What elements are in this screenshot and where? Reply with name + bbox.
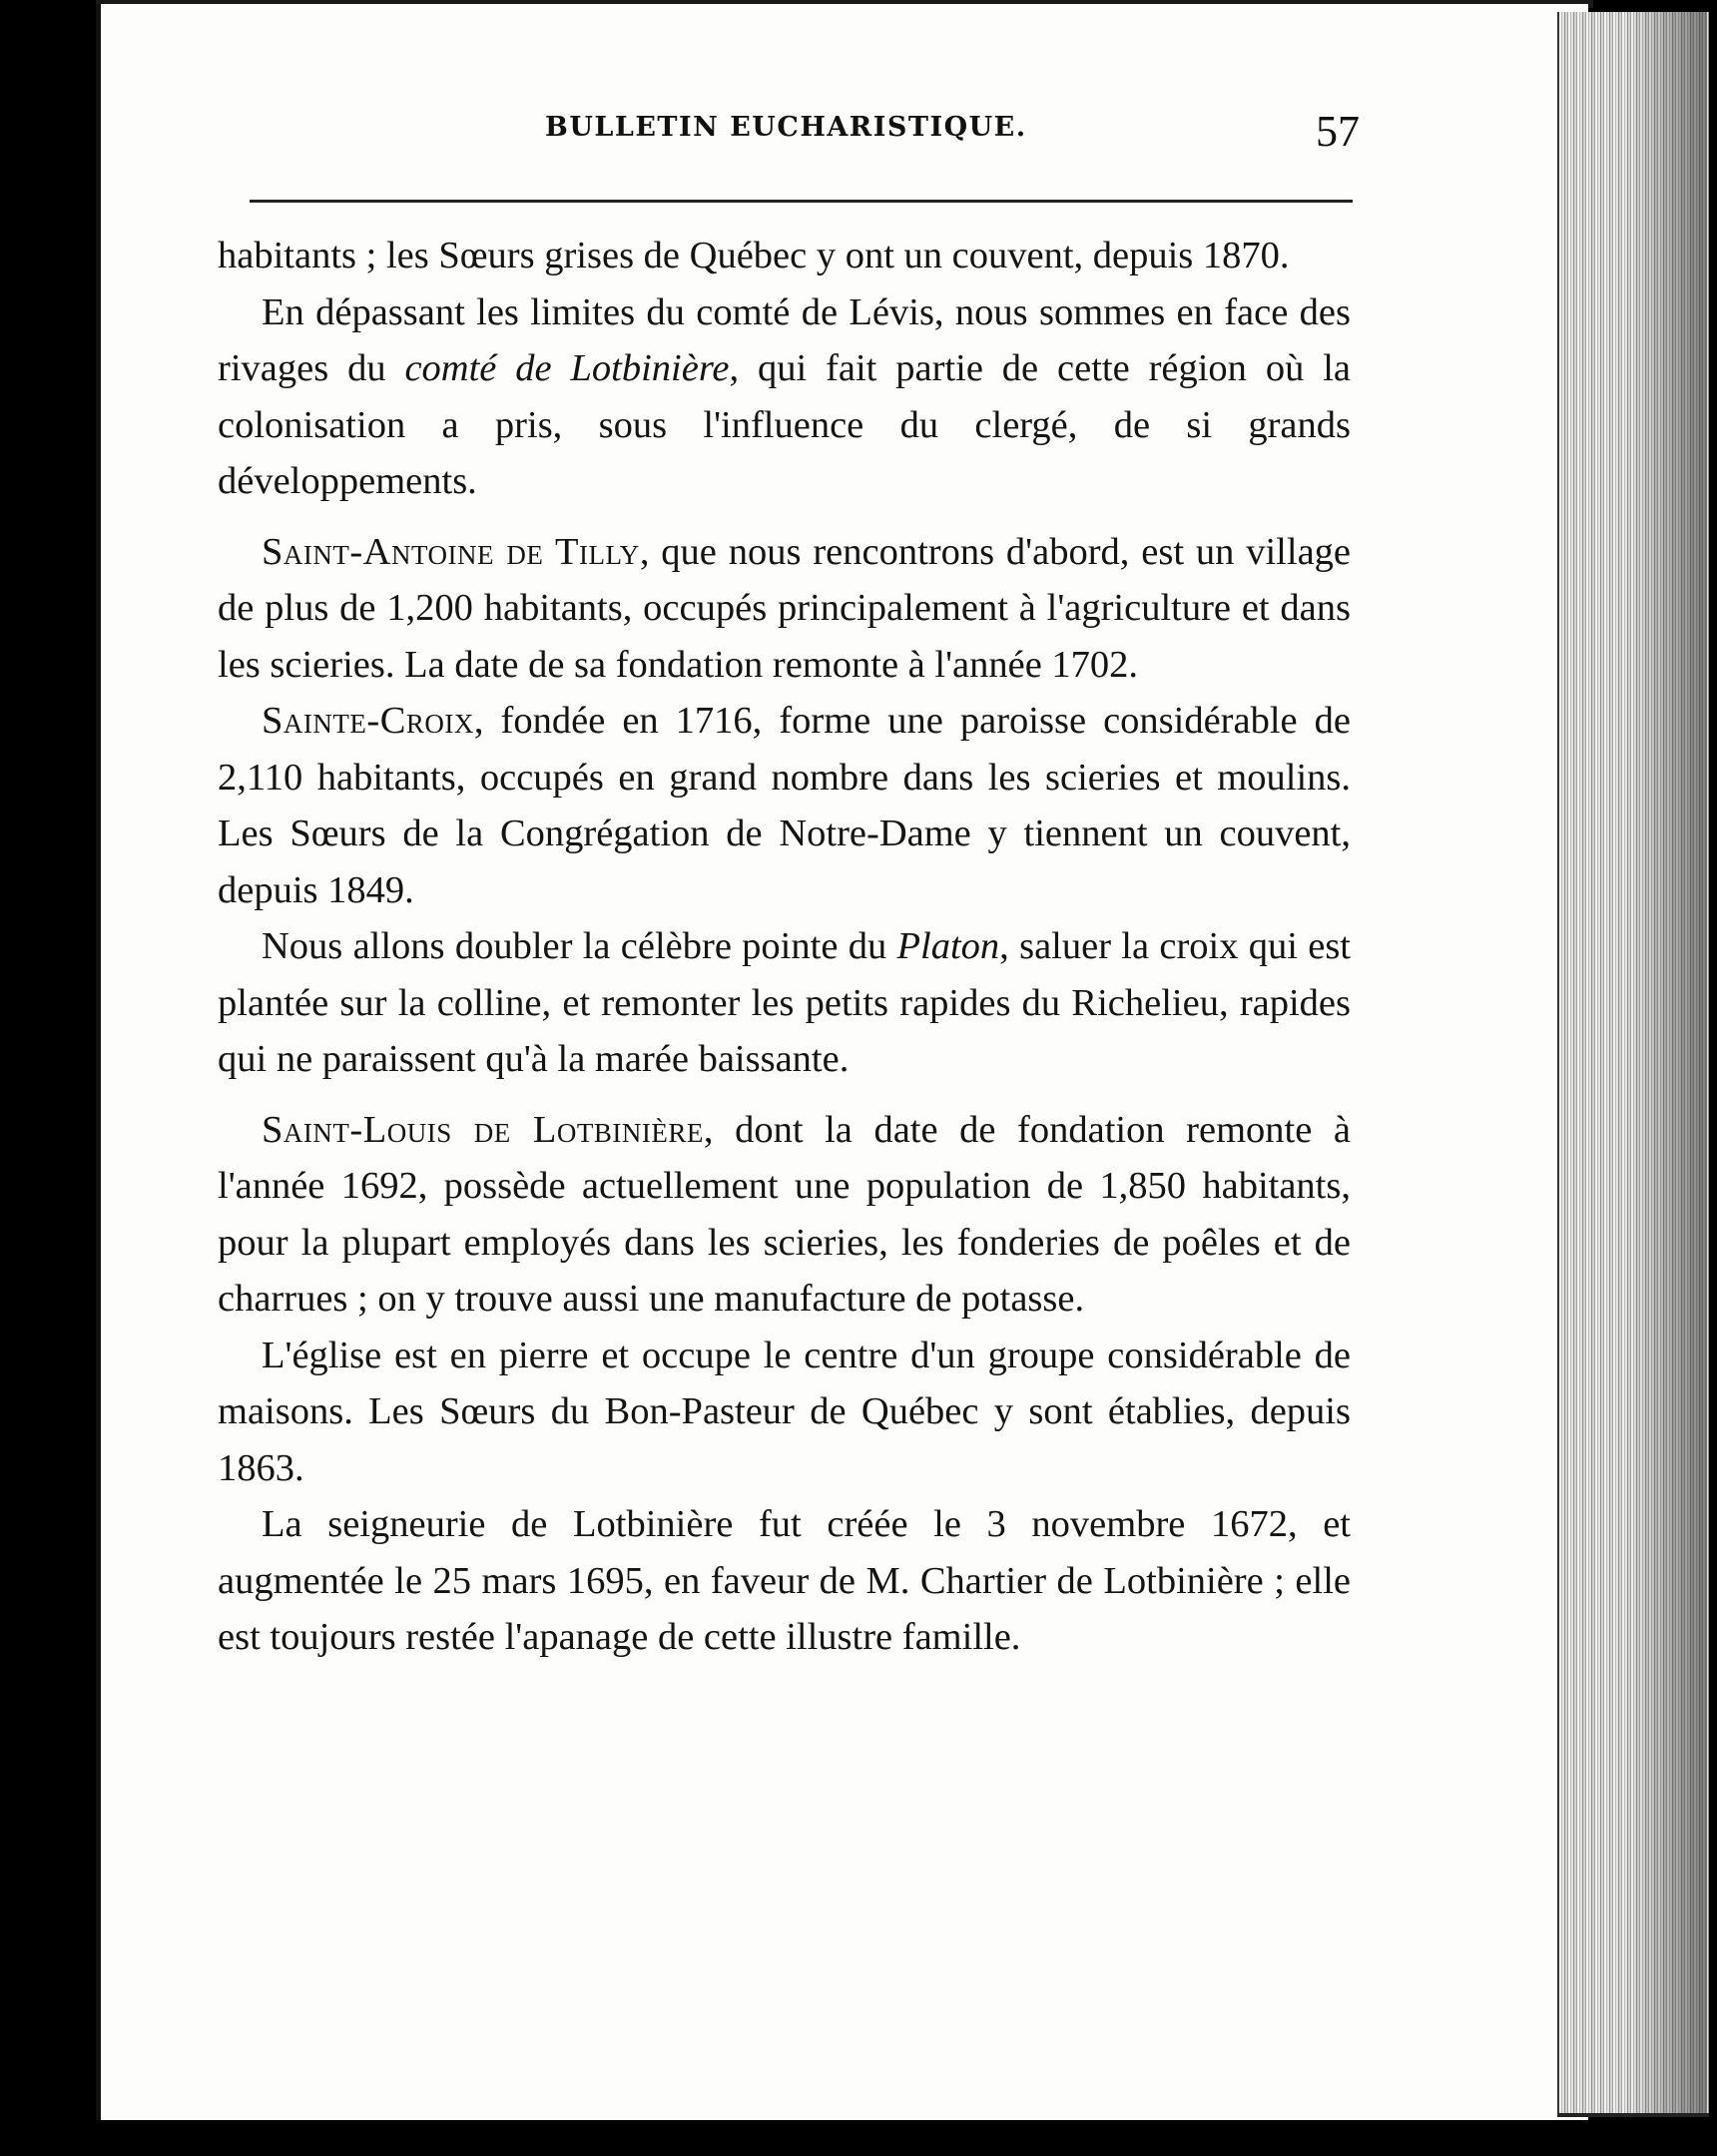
page-stack-shadow (1627, 12, 1707, 2113)
smallcaps-parish-name: Saint-Louis de Lotbinière (262, 1108, 704, 1151)
paragraph-saint-louis (218, 1102, 1351, 1328)
paragraph-eglise (218, 1328, 1351, 1497)
paragraph-sainte-croix (218, 693, 1351, 918)
running-title: BULLETIN EUCHARISTIQUE. (545, 112, 1027, 143)
smallcaps-parish-name: Sainte-Croix (262, 700, 474, 742)
paragraph-comte-lotbiniere (218, 284, 1351, 510)
paragraph-text: , qui fait partie de cette région où la colonisation a pris, sous l'influence du clergé, de si grands développements. (218, 347, 1351, 502)
paragraph-text: L'église est en pierre et occupe le centre d'un groupe considérable de maisons. Les Sœurs du Bon-Pasteur de Québec y sont établies, depuis 1863. (218, 1334, 1351, 1489)
paragraph-saint-antoine (218, 524, 1351, 694)
page-number: 57 (1316, 107, 1360, 156)
paragraph-seigneurie (218, 1496, 1351, 1666)
paragraph-platon (218, 918, 1351, 1088)
paragraph-text: habitants ; les Sœurs grises de Québec y ont un couvent, depuis 1870. (218, 235, 1290, 276)
italic-place-name: comté de Lotbinière (404, 347, 730, 389)
paragraph-text: , fondée en 1716, forme une paroisse considérable de 2,110 habitants, occupés en grand nombre dans les scieries et moulins. Les Sœurs de la Congrégation de Notre-Dame y tiennent un couvent, depuis 1849. (218, 700, 1351, 911)
body-text (218, 228, 1351, 1666)
paragraph-text: Nous allons doubler la célèbre pointe du (262, 925, 897, 967)
paragraph-text: , dont la date de fondation remonte à l'année 1692, possède actuellement une population de 1,850 habitants, pour la plupart employés dans les scieries, les fonderies de poêles et de charrues ; on y trouve aussi une manufacture de potasse. (218, 1108, 1351, 1320)
paragraph-text: En dépassant les limites du comté de Lévis, nous sommes en face des rivages du (218, 290, 1351, 389)
book-spine-shadow (0, 0, 96, 2156)
paragraph-continuation (218, 228, 1351, 284)
paragraph-text: La seigneurie de Lotbinière fut créée le 3 novembre 1672, et augmentée le 25 mars 1695, en faveur de M. Chartier de Lotbinière ; elle est toujours restée l'apanage de cette illustre famille. (218, 1503, 1351, 1658)
italic-place-name: Platon (896, 925, 1000, 967)
paragraph-text: , saluer la croix qui est plantée sur la colline, et remonter les petits rapides du Richelieu, rapides qui ne paraissent qu'à la marée baissante. (218, 925, 1352, 1080)
smallcaps-parish-name: Saint-Antoine de Tilly (262, 530, 640, 573)
header-rule (250, 200, 1353, 203)
paragraph-text: , que nous rencontrons d'abord, est un village de plus de 1,200 habitants, occupés principalement à l'agriculture et dans les scieries. La date de sa fondation remonte à l'année 1702. (218, 530, 1352, 686)
